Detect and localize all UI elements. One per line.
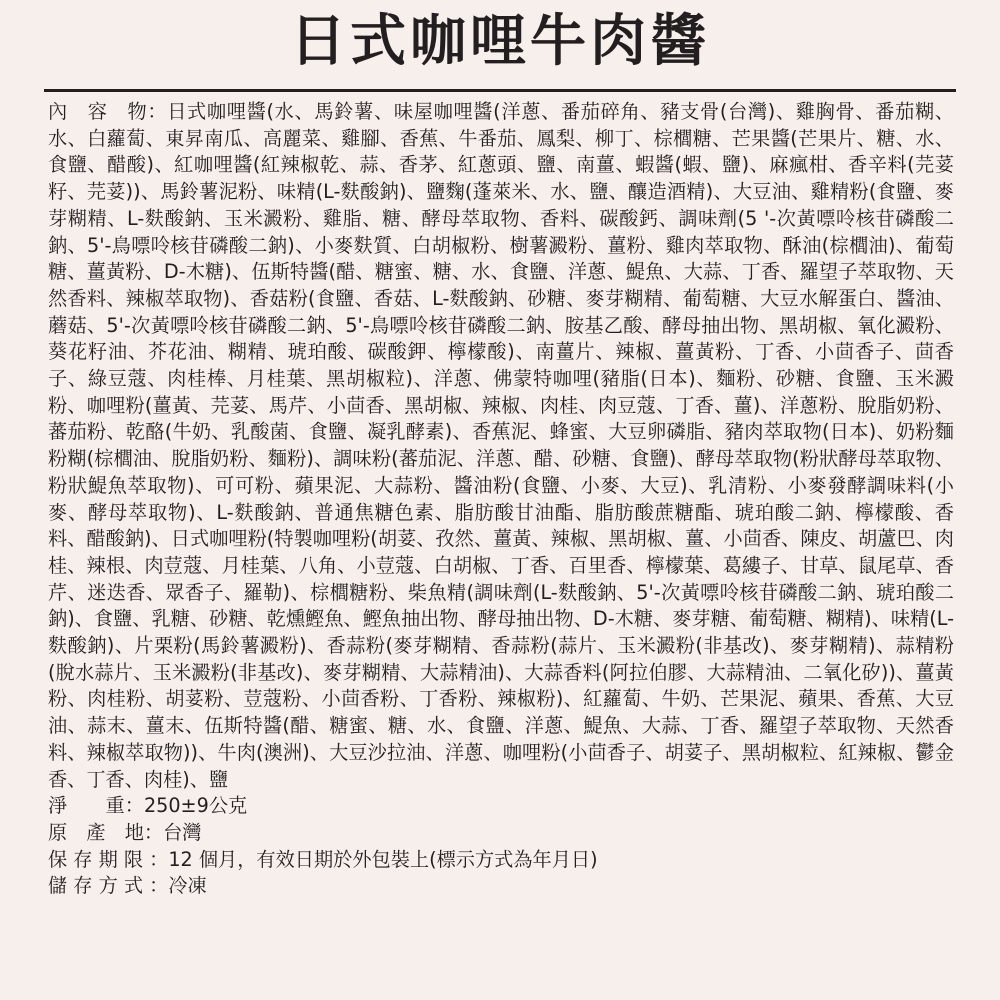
storage-label: 儲 存 方 式 ： (48, 874, 169, 898)
shelf-life-row (48, 847, 954, 874)
shelf-life-value: 12 個月，有效日期於外包裝上(標示方式為年月日) (168, 847, 598, 871)
ingredients-text: 日式咖哩醬(水、馬鈴薯、味屋咖哩醬(洋蔥、番茄碎角、豬支骨(台灣)、雞胸骨、番茄糊、水、白蘿蔔、東昇南瓜、高麗菜、雞腳、香蕉、牛番茄、鳳梨、柳丁、棕櫚糖、芒果醬(芒果片、糖、水、食鹽、醋酸)、紅咖哩醬(紅辣椒乾、蒜、香茅、紅蔥頭、鹽、南薑、蝦醬(蝦、鹽)、麻瘋柑、香辛料(芫荽籽、芫荽))、馬鈴薯泥粉、味精(L-麩酸鈉)、鹽麴(蓬萊米、水、鹽、釀造酒精)、大豆油、雞精粉(食鹽、麥芽糊精、L-麩酸鈉、玉米澱粉、雞脂、糖、酵母萃取物、香料、碳酸鈣、調味劑(5 '-次黃嘌呤核苷磷酸二鈉、5'-鳥嘌呤核苷磷酸二鈉)、小麥麩質、白胡椒粉、樹薯澱粉、薑粉、雞肉萃取物、酥油(棕櫚油)、葡萄糖、薑黃粉、D-木糖)、伍斯特醬(醋、糖蜜、糖、水、食鹽、洋蔥、鯷魚、大蒜、丁香、羅望子萃取物、天然香料、辣椒萃取物)、香菇粉(食鹽、香菇、L-麩酸鈉、砂糖、麥芽糊精、葡萄糖、大豆水解蛋白、醬油、蘑菇、5'-次黃嘌呤核苷磷酸二鈉、5'-鳥嘌呤核苷磷酸二鈉、胺基乙酸、酵母抽出物、黑胡椒、氧化澱粉、葵花籽油、芥花油、糊精、琥珀酸、碳酸鉀、檸檬酸)、南薑片、辣椒、薑黃粉、丁香、小茴香子、茴香子、綠豆蔻、肉桂棒、月桂葉、黑胡椒粒)、洋蔥、佛蒙特咖哩(豬脂(日本)、麵粉、砂糖、食鹽、玉米澱粉、咖哩粉(薑黃、芫荽、馬芹、小茴香、黑胡椒、辣椒、肉桂、肉豆蔻、丁香、薑)、洋蔥粉、脫脂奶粉、蕃茄粉、乾酪(牛奶、乳酸菌、食鹽、凝乳酵素)、香蕉泥、蜂蜜、大豆卵磷脂、豬肉萃取物(日本)、奶粉麵粉糊(棕櫚油、脫脂奶粉、麵粉)、調味粉(蕃茄泥、洋蔥、醋、砂糖、食鹽)、酵母萃取物(粉狀酵母萃取物、粉狀鯷魚萃取物)、可可粉、蘋果泥、大蒜粉、醬油粉(食鹽、小麥、大豆)、乳清粉、小麥發酵調味料(小麥、酵母萃取物)、L-麩酸鈉、普通焦糖色素、脂肪酸甘油酯、脂肪酸蔗糖酯、琥珀酸二鈉、檸檬酸、香料、醋酸鈉)、日式咖哩粉(特製咖哩粉(胡荽、孜然、薑黃、辣椒、黑胡椒、薑、小茴香、陳皮、胡蘆巴、肉桂、辣根、肉荳蔻、月桂葉、八角、小荳蔻、白胡椒、丁香、百里香、檸檬葉、葛縷子、甘草、鼠尾草、香芹、迷迭香、眾香子、羅勒)、棕櫚糖粉、柴魚精(調味劑(L-麩酸鈉、5'-次黃嘌呤核苷磷酸二鈉、琥珀酸二鈉)、食鹽、乳糖、砂糖、乾燻鰹魚、鰹魚抽出物、酵母抽出物、D-木糖、麥芽糖、葡萄糖、糊精)、味精(L-麩酸鈉)、片栗粉(馬鈴薯澱粉)、香蒜粉(麥芽糊精、香蒜粉(蒜片、玉米澱粉(非基改)、麥芽糊精)、蒜精粉(脫水蒜片、玉米澱粉(非基改)、麥芽糊精、大蒜精油)、大蒜香料(阿拉伯膠、大蒜精油、二氧化矽))、薑黃粉、肉桂粉、胡荽粉、荳蔻粉、小茴香粉、丁香粉、辣椒粉)、紅蘿蔔、牛奶、芒果泥、蘋果、香蕉、大豆油、蒜末、薑末、伍斯特醬(醋、糖蜜、糖、水、食鹽、洋蔥、鯷魚、大蒜、丁香、羅望子萃取物、天然香料、辣椒萃取物))、牛肉(澳洲)、大豆沙拉油、洋蔥、咖哩粉(小茴香子、胡荽子、黑胡椒粒、紅辣椒、鬱金香、丁香、肉桂)、鹽 (48, 100, 954, 791)
origin-value: 台灣 (163, 820, 202, 844)
origin-label: 原 產 地： (48, 820, 164, 844)
ingredients-row (48, 99, 954, 793)
ingredients-label: 內 容 物： (48, 100, 168, 123)
shelf-life-label: 保 存 期 限 ： (48, 847, 169, 871)
net-weight-row (48, 793, 954, 820)
storage-value: 冷凍 (168, 874, 207, 898)
net-weight-label: 淨 重： (48, 794, 144, 818)
net-weight-value: 250±9公克 (143, 794, 248, 818)
storage-row (48, 873, 954, 900)
product-spec (48, 99, 954, 900)
title-divider (44, 89, 956, 92)
product-title: 日式咖哩牛肉醬 (290, 9, 710, 74)
origin-row (48, 820, 954, 847)
